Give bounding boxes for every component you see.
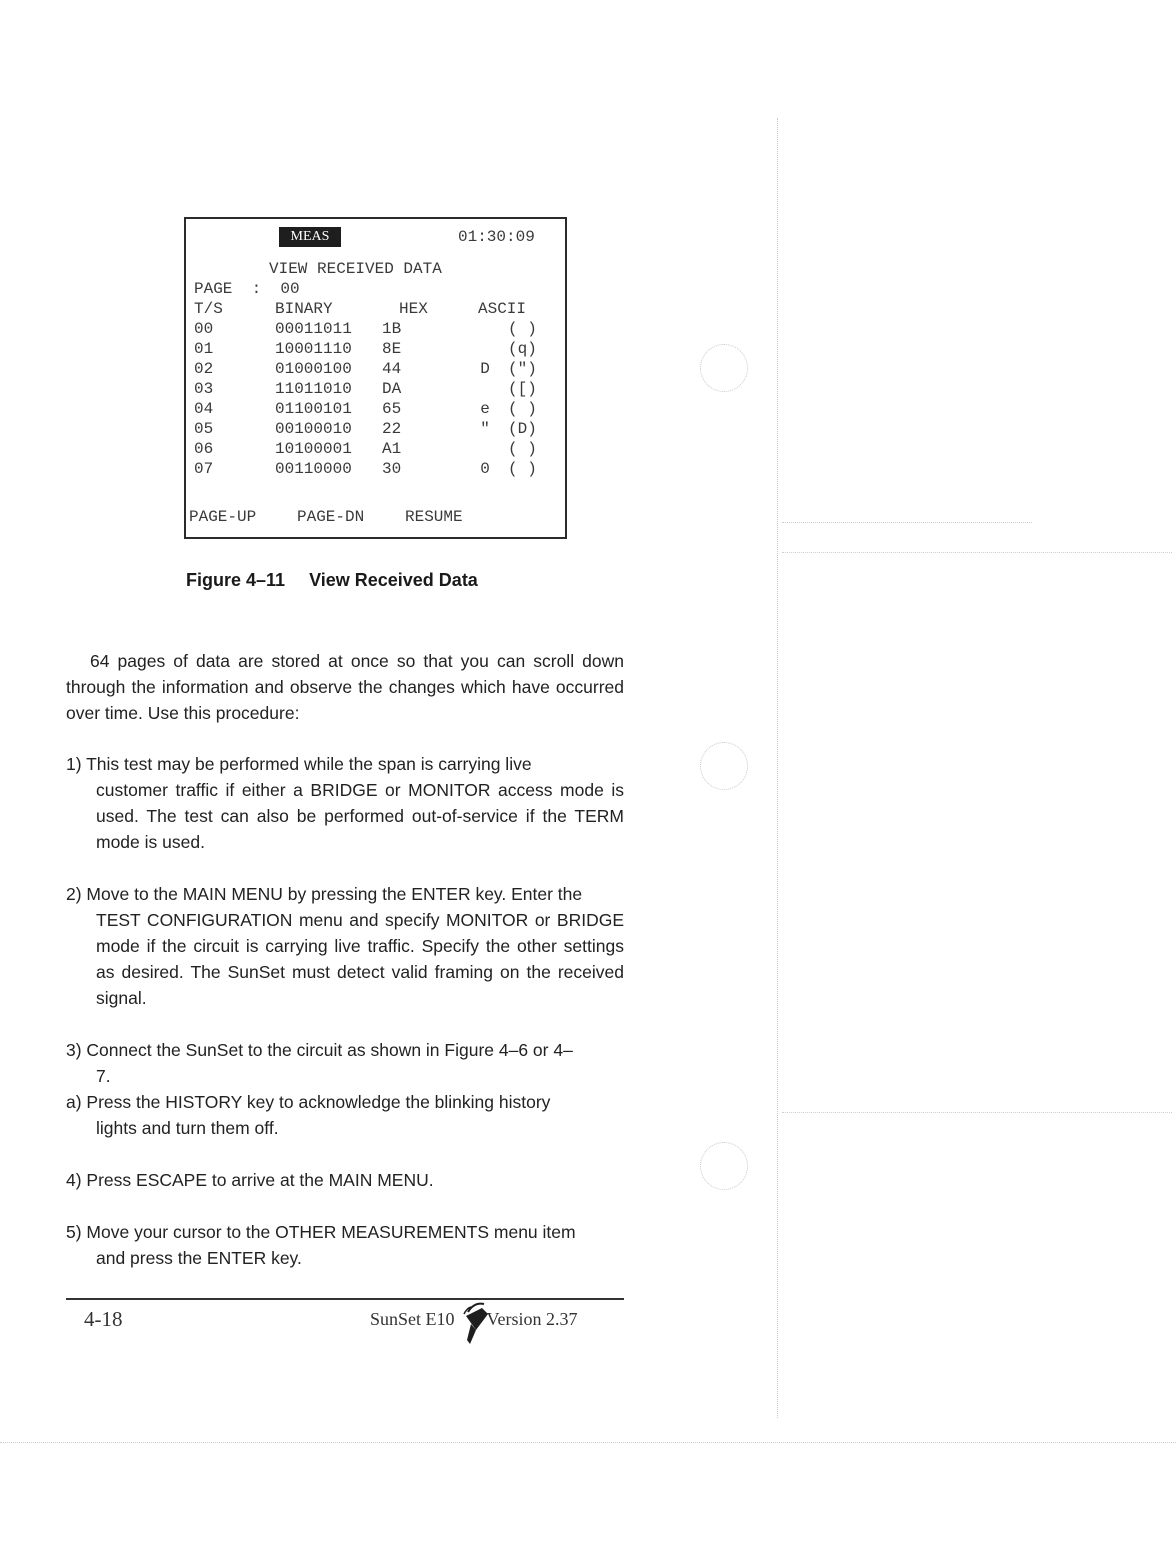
row-binary: 01000100 [275,360,352,378]
row-hex: 22 [382,420,402,438]
table-row [186,419,565,439]
scan-artifact [782,1112,1172,1113]
figure-number: Figure 4–11 [186,570,286,590]
header-hex: HEX [399,300,428,318]
figure-caption [186,570,478,591]
row-binary: 00110000 [275,460,352,478]
table-row [186,439,565,459]
row-binary: 00011011 [275,320,352,338]
row-hex: 65 [382,400,402,418]
header-ts: T/S [194,300,223,318]
row-ts: 04 [194,400,214,418]
step-3a [66,1089,624,1141]
row-ascii-char: D [480,360,490,378]
row-ascii-paren: (") [508,360,537,378]
clock: 01:30:09 [458,228,535,246]
scan-artifact [782,522,1032,523]
meas-tab: MEAS [279,227,341,247]
row-ascii-char: " [480,420,490,438]
row-ts: 02 [194,360,214,378]
row-ascii-paren: (q) [508,340,537,358]
header-ascii: ASCII [478,300,527,318]
row-binary: 10001110 [275,340,352,358]
page-dn-softkey[interactable]: PAGE-DN [297,508,365,526]
intro-paragraph: 64 pages of data are stored at once so that you can scroll down through the information and observe the changes which have occurred over time. Use this procedure: [66,651,624,723]
row-ascii-char: e [480,400,490,418]
row-ts: 07 [194,460,214,478]
binder-hole [700,344,748,392]
row-hex: A1 [382,440,402,458]
step-2 [66,881,624,1011]
row-binary: 11011010 [275,380,352,398]
table-row [186,339,565,359]
row-hex: DA [382,380,402,398]
step-lead: 3) Connect the SunSet to the circuit as shown in Figure 4–6 or 4– [66,1040,573,1060]
table-row [186,379,565,399]
row-binary: 01100101 [275,400,352,418]
table-row [186,459,565,479]
row-ascii-paren: ( ) [508,460,537,478]
row-ts: 06 [194,440,214,458]
step-5 [66,1219,624,1271]
step-lead: 1) This test may be performed while the span is carrying live [66,754,532,774]
sunset-logo-icon [462,1300,492,1346]
step-4 [66,1167,624,1193]
step-1 [66,751,624,855]
step-continuation: lights and turn them off. [96,1118,279,1138]
page-number: 4-18 [84,1307,123,1331]
product-label: SunSet E10 [370,1309,455,1329]
row-ts: 03 [194,380,214,398]
row-ascii-paren: ( ) [508,400,537,418]
step-lead: 4) Press ESCAPE to arrive at the MAIN MENU. [66,1170,434,1190]
margin-guide-line [777,118,778,1418]
table-row [186,319,565,339]
scan-artifact [0,1442,1176,1443]
binder-hole [700,1142,748,1190]
screen-title: VIEW RECEIVED DATA [269,260,442,278]
table-row [186,359,565,379]
step-continuation: TEST CONFIGURATION menu and specify MONITOR or BRIDGE mode if the circuit is carrying live traffic. Specify the other settings as desired. The SunSet must detect valid framing on the received signal. [96,910,624,1008]
row-ts: 01 [194,340,214,358]
page-indicator: PAGE : 00 [194,280,300,298]
row-ascii-paren: ( ) [508,320,537,338]
step-lead: 5) Move your cursor to the OTHER MEASUREMENTS menu item [66,1222,576,1242]
figure-title: View Received Data [309,570,478,590]
row-ts: 00 [194,320,214,338]
column-headers [186,299,565,319]
row-hex: 8E [382,340,402,358]
row-ascii-paren: (D) [508,420,537,438]
version-label: Version 2.37 [486,1309,578,1329]
row-ascii-paren: ([) [508,380,537,398]
step-continuation: and press the ENTER key. [96,1248,302,1268]
resume-softkey[interactable]: RESUME [405,508,463,526]
row-ascii-paren: ( ) [508,440,537,458]
row-ts: 05 [194,420,214,438]
binder-hole [700,742,748,790]
step-continuation: customer traffic if either a BRIDGE or MONITOR access mode is used. The test can also be performed out-of-service if the TERM mode is used. [96,780,624,852]
row-hex: 1B [382,320,402,338]
step-3 [66,1037,624,1089]
row-ascii-char: 0 [480,460,490,478]
row-binary: 00100010 [275,420,352,438]
row-hex: 44 [382,360,402,378]
header-binary: BINARY [275,300,333,318]
step-lead: 2) Move to the MAIN MENU by pressing the ENTER key. Enter the [66,884,583,904]
received-data-screen [184,217,567,539]
table-row [186,399,565,419]
scan-artifact [782,552,1172,553]
page-up-softkey[interactable]: PAGE-UP [189,508,257,526]
row-binary: 10100001 [275,440,352,458]
footer-rule [66,1298,624,1300]
step-lead: a) Press the HISTORY key to acknowledge the blinking history [66,1092,551,1112]
step-continuation: 7. [96,1066,111,1086]
row-hex: 30 [382,460,402,478]
